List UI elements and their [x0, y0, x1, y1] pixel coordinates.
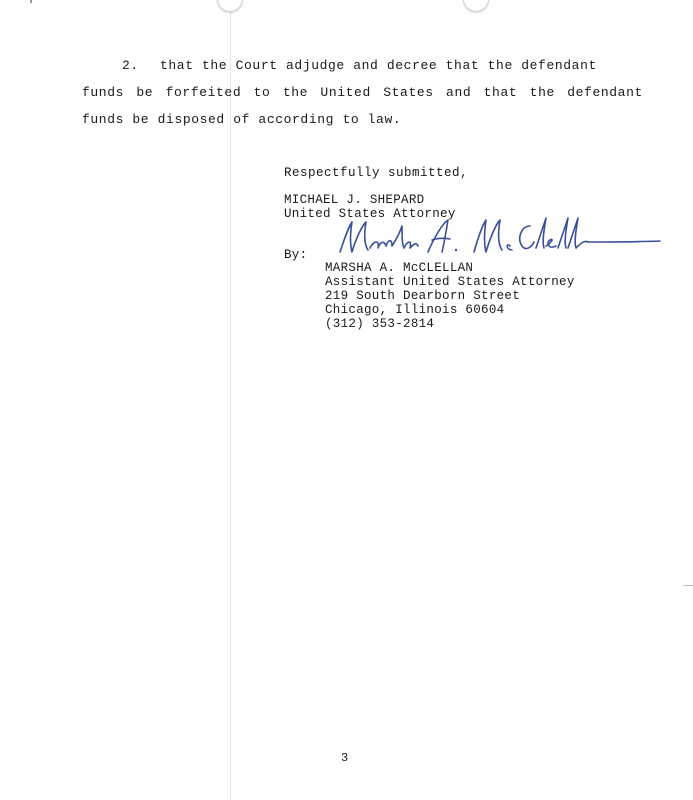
- edge-mark: [683, 585, 693, 586]
- address-street: 219 South Dearborn Street: [325, 289, 521, 303]
- paragraph-line-2: funds be forfeited to the United States and that the defendant: [82, 85, 643, 100]
- handwritten-signature: [330, 212, 665, 262]
- paragraph-text-1: that the Court adjudge and decree that the defendant: [160, 58, 597, 73]
- scan-mark: [30, 0, 32, 3]
- attorney-title: United States Attorney: [284, 207, 456, 221]
- assistant-attorney-title: Assistant United States Attorney: [325, 275, 575, 289]
- assistant-attorney-name: MARSHA A. McCLELLAN: [325, 261, 474, 275]
- address-city: Chicago, Illinois 60604: [325, 303, 505, 317]
- closing-text: Respectfully submitted,: [284, 166, 469, 180]
- phone-number: (312) 353-2814: [325, 317, 435, 331]
- paragraph-number: 2.: [122, 58, 139, 73]
- attorney-name: MICHAEL J. SHEPARD: [284, 193, 425, 207]
- by-label: By:: [284, 248, 308, 262]
- punch-hole-right: [463, 0, 489, 12]
- paragraph-line-1: [122, 58, 597, 73]
- page-number: 3: [341, 751, 349, 765]
- punch-hole-left: [217, 0, 243, 12]
- paragraph-line-3: funds be disposed of according to law.: [82, 112, 402, 127]
